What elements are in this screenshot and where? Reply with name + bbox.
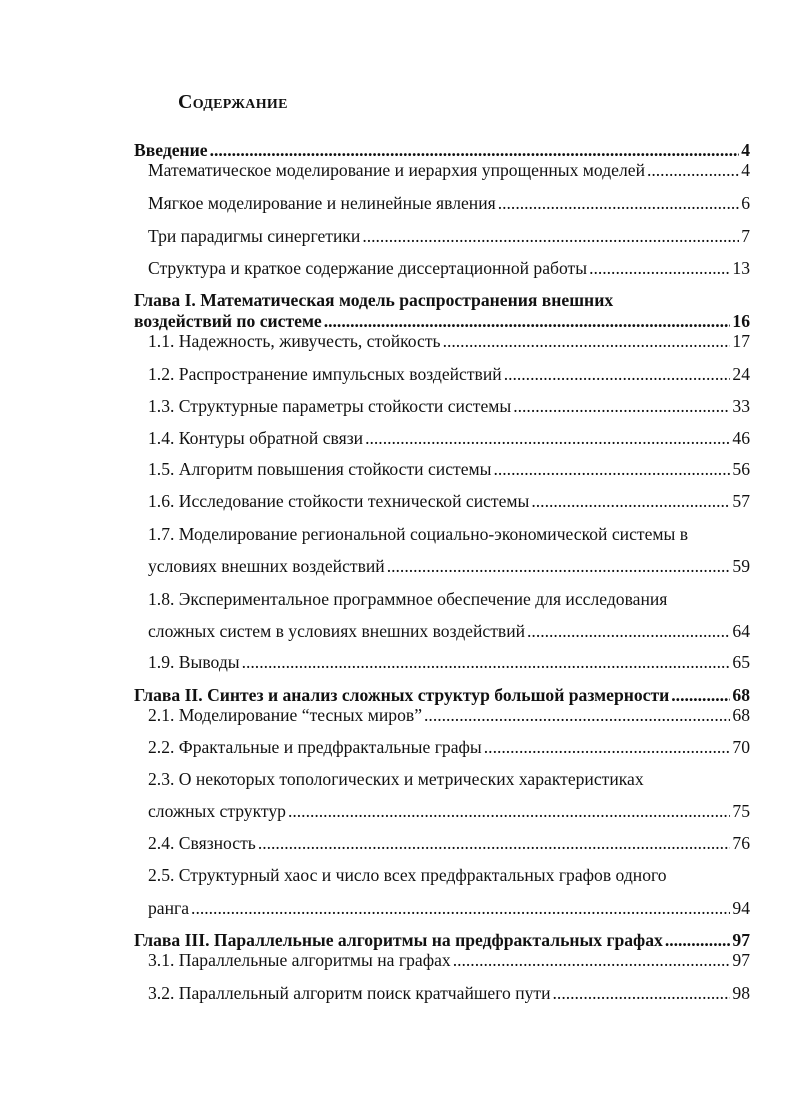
toc-entry-page: 94 — [732, 898, 750, 918]
dot-leader — [324, 311, 731, 331]
toc-entry-first-line[interactable]: 2.3. О некоторых топологических и метрических характеристиках — [148, 769, 644, 789]
toc-entry-text: 2.1. Моделирование “тесных миров” — [148, 705, 423, 725]
toc-entry-page: 59 — [732, 556, 750, 576]
toc-entry[interactable] — [148, 833, 750, 853]
toc-entry[interactable] — [148, 396, 750, 416]
dot-leader — [242, 652, 731, 672]
toc-entry-first-line[interactable]: 1.7. Моделирование региональной социально-экономической системы в — [148, 524, 689, 544]
toc-entry-page: 13 — [732, 258, 750, 278]
toc-entry-text: воздействий по системе — [134, 311, 322, 331]
toc-entry[interactable] — [148, 331, 750, 351]
toc-entry[interactable] — [148, 226, 750, 246]
toc-entry-page: 68 — [732, 685, 750, 705]
toc-entry-text: 3.1. Параллельные алгоритмы на графах — [148, 950, 451, 970]
toc-entry-text: 1.6. Исследование стойкости технической системы — [148, 491, 530, 511]
dot-leader — [493, 459, 730, 479]
toc-entry[interactable] — [148, 491, 750, 511]
toc-entry[interactable] — [148, 737, 750, 757]
toc-entry-page: 16 — [732, 311, 750, 331]
toc-entry-page: 68 — [732, 705, 750, 725]
toc-entry-text: Три парадигмы синергетики — [148, 226, 361, 246]
toc-entry[interactable] — [148, 258, 750, 278]
toc-entry-page: 75 — [732, 801, 750, 821]
toc-entry-text: условиях внешних воздействий — [148, 556, 385, 576]
dot-leader — [443, 331, 731, 351]
toc-entry-introduction[interactable] — [134, 140, 750, 160]
toc-entry-chapter-2[interactable] — [134, 685, 750, 705]
toc-entry[interactable] — [148, 705, 750, 725]
toc-entry-text: 1.2. Распространение импульсных воздействий — [148, 364, 502, 384]
toc-entry-page: 57 — [732, 491, 750, 511]
dot-leader — [513, 396, 730, 416]
toc-chapter-title-line[interactable]: Глава I. Математическая модель распространения внешних — [134, 290, 614, 310]
toc-entry-text: сложных структур — [148, 801, 286, 821]
toc-entry-text: Введение — [134, 140, 208, 160]
toc-entry-text: Мягкое моделирование и нелинейные явления — [148, 193, 496, 213]
toc-entry-text: 1.9. Выводы — [148, 652, 240, 672]
dot-leader — [453, 950, 731, 970]
toc-entry-text: 2.2. Фрактальные и предфрактальные графы — [148, 737, 482, 757]
toc-entry-first-line[interactable]: 1.8. Экспериментальное программное обеспечение для исследования — [148, 589, 668, 609]
toc-entry-page: 4 — [741, 140, 750, 160]
toc-entry-text: 1.3. Структурные параметры стойкости системы — [148, 396, 512, 416]
dot-leader — [210, 140, 740, 160]
dot-leader — [527, 621, 730, 641]
dot-leader — [498, 193, 739, 213]
dot-leader — [191, 898, 730, 918]
dot-leader — [258, 833, 731, 853]
toc-entry-page: 17 — [732, 331, 750, 351]
dot-leader — [387, 556, 731, 576]
dot-leader — [671, 685, 730, 705]
toc-entry-page: 33 — [732, 396, 750, 416]
toc-entry[interactable] — [148, 160, 750, 180]
dot-leader — [424, 705, 730, 725]
toc-entry[interactable] — [148, 898, 750, 918]
toc-entry-page: 64 — [732, 621, 750, 641]
toc-entry[interactable] — [148, 459, 750, 479]
toc-entry-page: 24 — [732, 364, 750, 384]
toc-entry-page: 76 — [732, 833, 750, 853]
dot-leader — [484, 737, 731, 757]
toc-entry-text: 3.2. Параллельный алгоритм поиск кратчайшего пути — [148, 983, 551, 1003]
dot-leader — [531, 491, 730, 511]
toc-entry-page: 7 — [741, 226, 750, 246]
dot-leader — [504, 364, 731, 384]
dot-leader — [589, 258, 730, 278]
toc-entry-text: 2.4. Связность — [148, 833, 256, 853]
dot-leader — [647, 160, 739, 180]
toc-entry-page: 46 — [732, 428, 750, 448]
dot-leader — [288, 801, 730, 821]
toc-entry-page: 65 — [732, 652, 750, 672]
toc-entry-chapter-3[interactable] — [134, 930, 750, 950]
toc-entry-page: 97 — [732, 930, 750, 950]
toc-entry-text: Структура и краткое содержание диссертационной работы — [148, 258, 588, 278]
dot-leader — [365, 428, 730, 448]
toc-entry-text: ранга — [148, 898, 190, 918]
toc-entry[interactable] — [148, 652, 750, 672]
toc-entry-page: 70 — [732, 737, 750, 757]
toc-entry[interactable] — [148, 556, 750, 576]
dot-leader — [665, 930, 731, 950]
toc-entry-first-line[interactable]: 2.5. Структурный хаос и число всех предфрактальных графов одного — [148, 865, 667, 885]
toc-entry[interactable] — [148, 364, 750, 384]
toc-entry-page: 97 — [732, 950, 750, 970]
toc-entry-text: Глава II. Синтез и анализ сложных структур большой размерности — [134, 685, 670, 705]
toc-entry[interactable] — [148, 193, 750, 213]
toc-entry[interactable] — [148, 621, 750, 641]
toc-entry[interactable] — [148, 801, 750, 821]
toc-entry-page: 6 — [741, 193, 750, 213]
toc-entry-page: 98 — [732, 983, 750, 1003]
toc-entry-text: 1.5. Алгоритм повышения стойкости системы — [148, 459, 492, 479]
page-title: Содержание — [178, 91, 288, 113]
toc-entry-text: Глава III. Параллельные алгоритмы на предфрактальных графах — [134, 930, 663, 950]
toc-entry[interactable] — [148, 950, 750, 970]
toc-entry-page: 4 — [741, 160, 750, 180]
toc-entry[interactable] — [148, 428, 750, 448]
dot-leader — [362, 226, 739, 246]
toc-entry-text: сложных систем в условиях внешних воздействий — [148, 621, 526, 641]
toc-entry[interactable] — [148, 983, 750, 1003]
toc-entry-page: 56 — [732, 459, 750, 479]
toc-entry-text: 1.1. Надежность, живучесть, стойкость — [148, 331, 441, 351]
dot-leader — [553, 983, 731, 1003]
toc-entry-chapter-1[interactable] — [134, 311, 750, 331]
toc-entry-text: 1.4. Контуры обратной связи — [148, 428, 364, 448]
toc-entry-text: Математическое моделирование и иерархия упрощенных моделей — [148, 160, 645, 180]
